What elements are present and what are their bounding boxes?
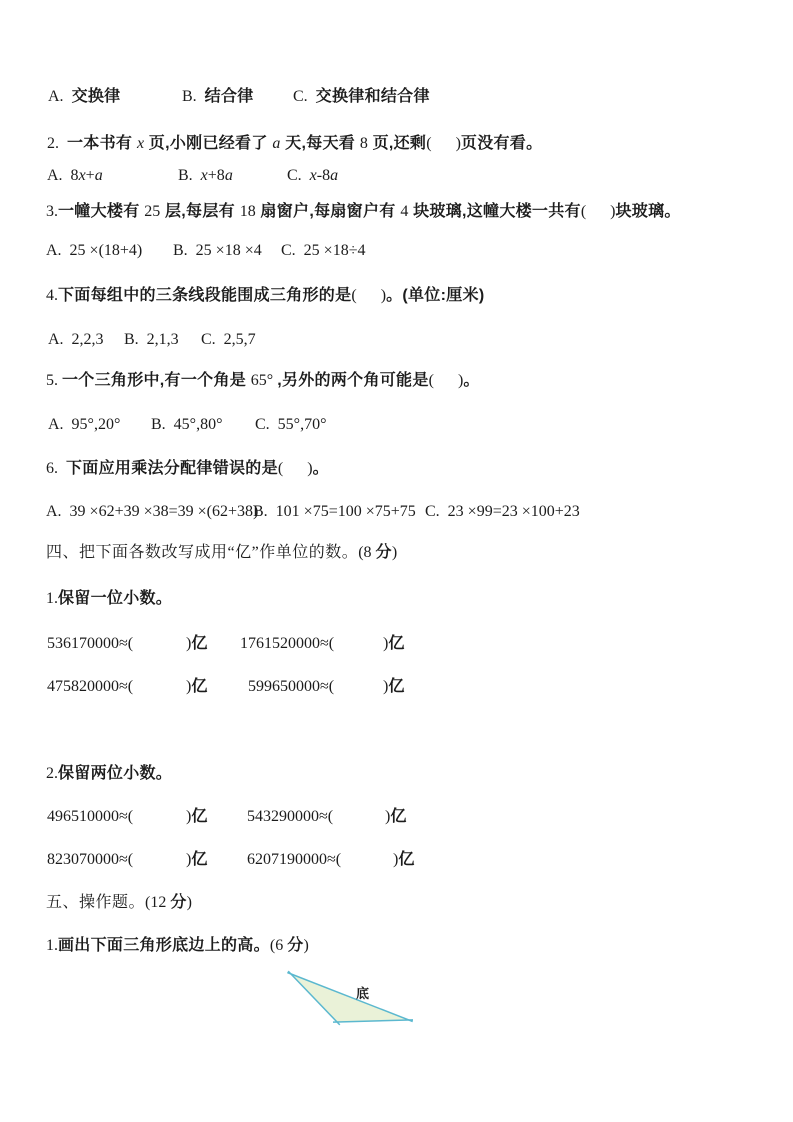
question-4-option-a: A. 2,2,3 [48, 331, 104, 348]
rounding-expression: 475820000≈( [47, 678, 134, 695]
question-2-stem: 2. 一本书有 x 页,小刚已经看了 a 天,每天看 8 页,还剩( )页没有看。 [47, 135, 543, 152]
section-5-header: 五、操作题。(12 分) [46, 894, 192, 911]
question-5-stem-row [0, 371, 793, 393]
question-5-option-a: A. 95°,20° [48, 416, 121, 433]
question-2-option-b: B. x+8a [178, 167, 233, 184]
question-6-option-c: C. 23 ×99=23 ×100+23 [425, 503, 580, 520]
rounding-expression: 536170000≈( [47, 635, 134, 652]
rounding-expression: 1761520000≈( [240, 635, 335, 652]
question-6-stem-row [0, 459, 793, 481]
rounding-row [0, 807, 793, 829]
question-6-option-b: B. 101 ×75=100 ×75+75 [253, 503, 416, 520]
section-4-sub1-row [0, 589, 793, 611]
question-5-options-row [0, 415, 793, 437]
question-1-options-row [0, 87, 793, 109]
rounding-unit: )亿 [186, 851, 208, 868]
question-6-stem: 6. 下面应用乘法分配律错误的是( )。 [46, 460, 329, 477]
question-6-option-a: A. 39 ×62+39 ×38=39 ×(62+38) [46, 503, 259, 520]
question-6-options-row [0, 502, 793, 524]
rounding-unit: )亿 [393, 851, 415, 868]
section-5-item1-row [0, 936, 793, 958]
question-4-options-row [0, 330, 793, 352]
question-1-option-a: A. 交换律 [48, 88, 121, 105]
rounding-expression: 543290000≈( [247, 808, 334, 825]
section-5-header-row [0, 893, 793, 915]
question-4-stem: 4.下面每组中的三条线段能围成三角形的是( )。(单位:厘米) [46, 287, 485, 304]
rounding-unit: )亿 [186, 808, 208, 825]
question-1-option-c: C. 交换律和结合律 [293, 88, 430, 105]
rounding-unit: )亿 [383, 635, 405, 652]
question-2-options-row [0, 166, 793, 188]
rounding-unit: )亿 [186, 635, 208, 652]
question-2-option-c: C. x-8a [287, 167, 339, 184]
rounding-unit: )亿 [186, 678, 208, 695]
question-4-option-c: C. 2,5,7 [201, 331, 256, 348]
triangle-svg [270, 958, 440, 1033]
question-2-stem-row [0, 134, 793, 156]
rounding-row [0, 677, 793, 699]
question-3-option-a: A. 25 ×(18+4) [46, 242, 143, 259]
question-5-stem: 5. 一个三角形中,有一个角是 65° ,另外的两个角可能是( )。 [46, 372, 480, 389]
section-4-header-row [0, 543, 793, 565]
question-3-option-b: B. 25 ×18 ×4 [173, 242, 262, 259]
question-4-stem-row [0, 286, 793, 308]
rounding-unit: )亿 [385, 808, 407, 825]
section-4-sub2-label: 2.保留两位小数。 [46, 765, 173, 782]
triangle-figure [270, 958, 440, 1033]
question-3-options-row [0, 241, 793, 263]
question-3-stem: 3.一幢大楼有 25 层,每层有 18 扇窗户,每扇窗户有 4 块玻璃,这幢大楼一共有( )块玻璃。 [46, 203, 681, 220]
section-4-sub1-label: 1.保留一位小数。 [46, 590, 173, 607]
section-4-header: 四、把下面各数改写成用“亿”作单位的数。(8 分) [46, 544, 398, 561]
section-4-sub2-row [0, 764, 793, 786]
rounding-expression: 599650000≈( [248, 678, 335, 695]
question-3-option-c: C. 25 ×18÷4 [281, 242, 366, 259]
question-5-option-b: B. 45°,80° [151, 416, 223, 433]
rounding-expression: 823070000≈( [47, 851, 134, 868]
section-5-item1: 1.画出下面三角形底边上的高。(6 分) [46, 937, 309, 954]
rounding-row [0, 850, 793, 872]
rounding-expression: 496510000≈( [47, 808, 134, 825]
rounding-unit: )亿 [383, 678, 405, 695]
rounding-row [0, 634, 793, 656]
question-5-option-c: C. 55°,70° [255, 416, 327, 433]
triangle-base-label: 底 [356, 986, 370, 1001]
question-4-option-b: B. 2,1,3 [124, 331, 179, 348]
question-2-option-a: A. 8x+a [47, 167, 103, 184]
rounding-expression: 6207190000≈( [247, 851, 342, 868]
question-1-option-b: B. 结合律 [182, 88, 254, 105]
question-3-stem-row [0, 202, 793, 224]
